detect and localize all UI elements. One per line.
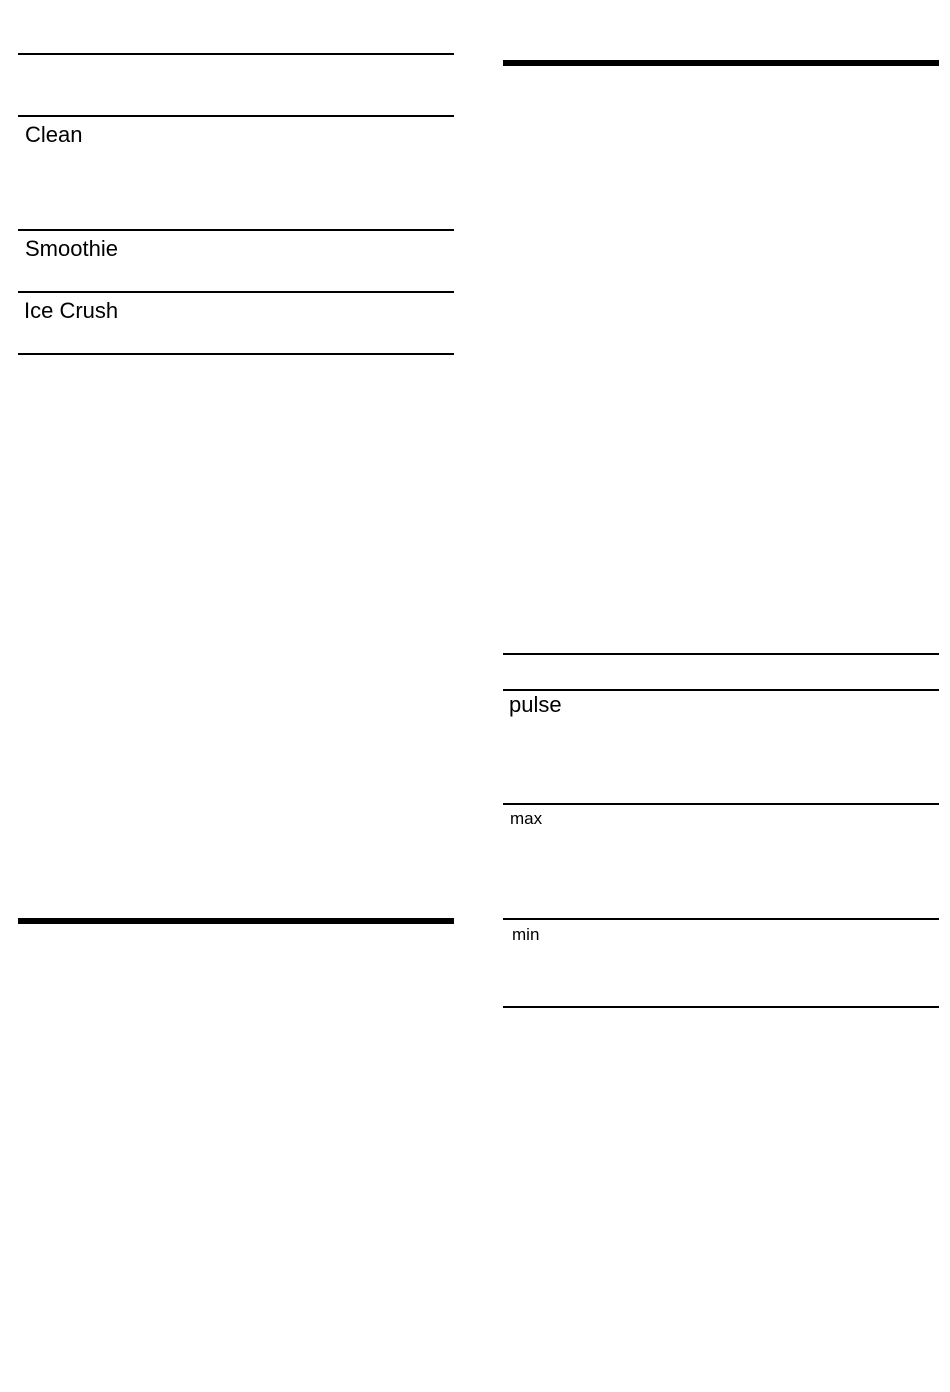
right-table-rule-2 [503,803,939,805]
right-table-rule-3 [503,918,939,920]
program-label-ice-crush: Ice Crush [24,298,119,323]
setting-label-min: min [512,925,540,944]
right-table-rule-top [503,653,939,655]
left-table-rule-1 [18,115,454,117]
setting-label-pulse: pulse [509,692,562,717]
left-table-rule-3 [18,291,454,293]
right-section-divider [503,60,939,66]
setting-label-max: max [510,809,543,828]
right-table-rule-1 [503,689,939,691]
program-label-smoothie: Smoothie [25,236,118,261]
program-label-clean: Clean [25,122,83,147]
left-table-rule-2 [18,229,454,231]
left-table-rule-bottom [18,353,454,355]
left-section-divider [18,918,454,924]
right-table-rule-bottom [503,1006,939,1008]
left-table-rule-top [18,53,454,55]
